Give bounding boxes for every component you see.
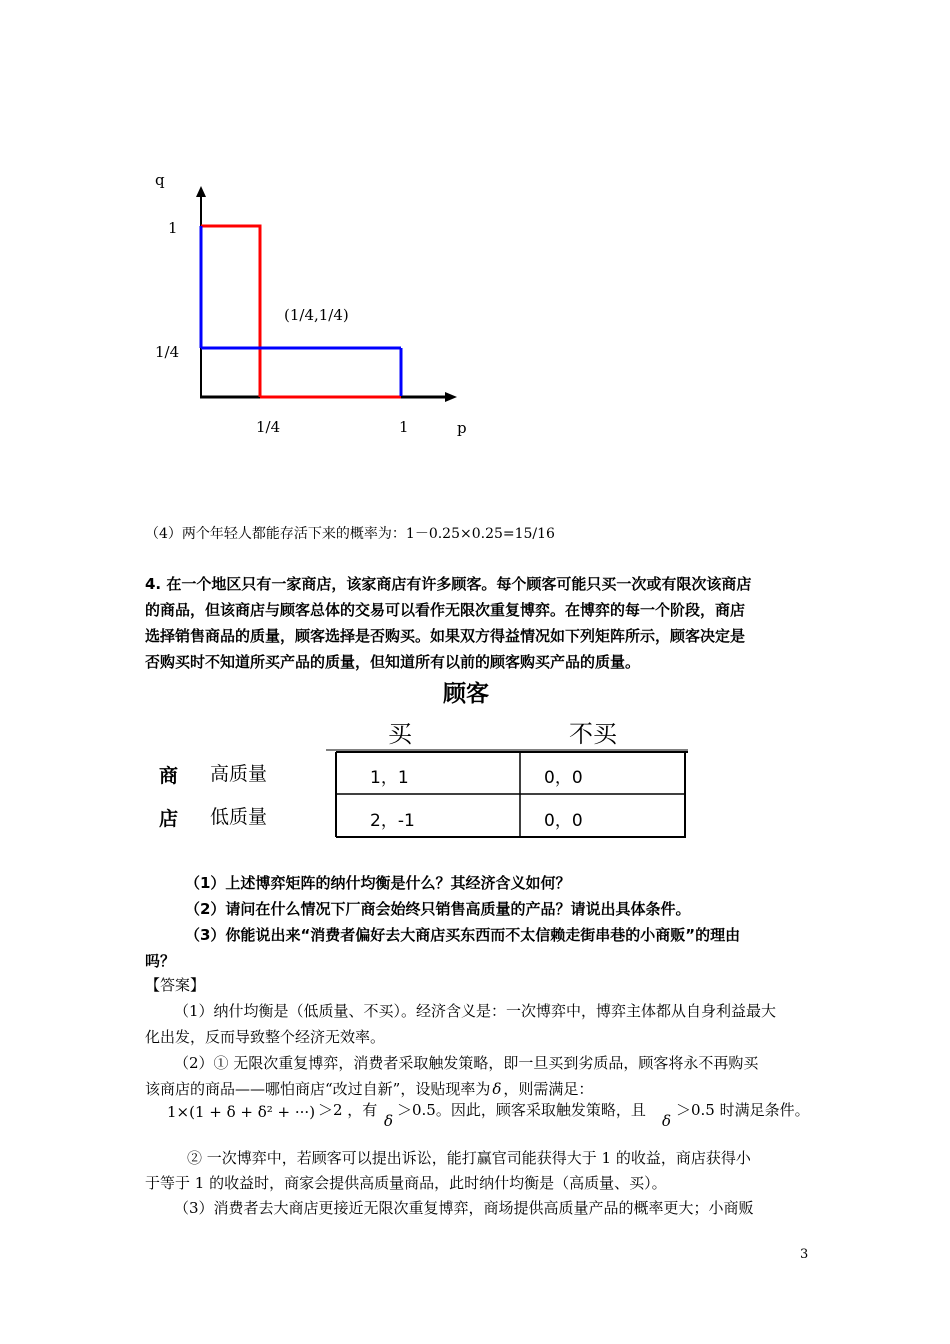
y-tick-quarter: 1/4 (155, 343, 180, 361)
formula-condition-end: ＞0.5 时满足条件。 (676, 1101, 810, 1119)
delta-symbol: δ (492, 1080, 502, 1098)
answer-3-line1: （3）消费者去大商店更接近无限次重复博弈，商场提供高质量产品的概率更大；小商贩 (174, 1199, 754, 1217)
column-player-label: 顾客 (443, 680, 489, 707)
formula-condition: ＞0.5。因此，顾客采取触发策略，且 (397, 1101, 646, 1119)
formula-expression: 1×(1 + δ + δ² + ···) (167, 1103, 316, 1121)
page-number: 3 (800, 1247, 809, 1262)
answer-2b-line2: 于等于 1 的收益时，商家会提供高质量商品，此时纳什均衡是（高质量、买）。 (145, 1174, 667, 1192)
row-player-label: 店 (159, 808, 179, 830)
question-line: 否购买时不知道所买产品的质量，但知道所有以前的顾客购买产品的质量。 (145, 653, 641, 671)
payoff-cell: 0，0 (544, 811, 583, 831)
delta-symbol: δ (662, 1112, 672, 1130)
y-tick-1: 1 (168, 219, 178, 237)
answer-1-line2: 化出发，反而导致整个经济无效率。 (145, 1028, 386, 1046)
answer-2b-line1: ② 一次博弈中，若顾客可以提出诉讼，能打赢官司能获得大于 1 的收益，商店获得小 (187, 1149, 751, 1167)
answer-2-line2 (145, 1076, 593, 1102)
question-line: 的商品，但该商店与顾客总体的交易可以看作无限次重复博弈。在博弈的每一个阶段，商店 (145, 601, 746, 619)
q-axis-label: q (155, 171, 165, 189)
answer-1-line1: （1）纳什均衡是（低质量、不买）。经济含义是：一次博弈中，博弈主体都从自身利益最大 (174, 1002, 777, 1020)
payoff-cell: 2，-1 (370, 811, 415, 831)
row-label-low-quality: 低质量 (210, 806, 268, 828)
answer-2-line1: （2）① 无限次重复博弈，消费者采取触发策略，即一旦买到劣质品，顾客将永不再购买 (174, 1054, 759, 1072)
answer-4-probability: （4）两个年轻人都能存活下来的概率为：1－0.25×0.25=15/16 (145, 526, 555, 542)
answer-2-line2-end: ，则需满足： (503, 1080, 594, 1098)
formula-line (167, 1100, 315, 1124)
answer-heading: 【答案】 (145, 976, 206, 994)
subquestion-2: （2）请问在什么情况下厂商会始终只销售高质量的产品？请说出具体条件。 (185, 900, 691, 918)
payoff-cell: 0，0 (544, 768, 583, 788)
x-tick-1: 1 (399, 418, 409, 436)
p-axis-label: p (457, 419, 467, 437)
formula-gt2: ＞2 ，有 (318, 1101, 378, 1119)
delta-symbol: δ (384, 1112, 394, 1130)
column-header-not-buy: 不买 (569, 720, 617, 748)
x-tick-quarter: 1/4 (256, 418, 281, 436)
column-header-buy: 买 (388, 720, 412, 748)
question-line: 选择销售商品的质量，顾客选择是否购买。如果双方得益情况如下列矩阵所示，顾客决定是 (145, 627, 746, 645)
subquestion-3: （3）你能说出来“消费者偏好去大商店买东西而不太信赖走街串巷的小商贩”的理由 (185, 926, 741, 944)
subquestion-1: （1）上述博弈矩阵的纳什均衡是什么？其经济含义如何？ (185, 874, 571, 892)
payoff-cell: 1，1 (370, 768, 409, 788)
subquestion-3-cont: 吗？ (145, 952, 176, 970)
answer-2-line2-text: 该商店的商品——哪怕商店“改过自新”，设贴现率为 (145, 1080, 491, 1098)
row-label-high-quality: 高质量 (210, 763, 268, 785)
intersection-point-label: (1/4,1/4) (284, 306, 349, 324)
question-line: 4. 在一个地区只有一家商店，该家商店有许多顾客。每个顾客可能只买一次或有限次该商店 (145, 575, 752, 593)
row-player-label: 商 (159, 765, 179, 787)
subquestions (185, 870, 740, 948)
